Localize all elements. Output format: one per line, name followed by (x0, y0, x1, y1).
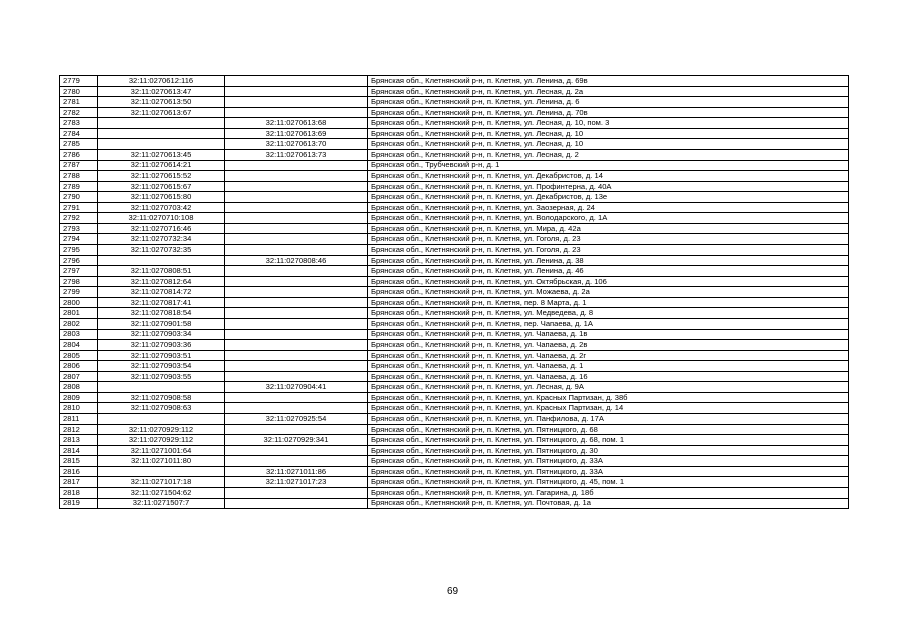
row-number-cell: 2788 (60, 171, 98, 182)
table-row (60, 382, 849, 393)
address-cell: Брянская обл., Клетнянский р-н, п. Клетня, ул. Пятницкого, д. 33А (368, 456, 849, 467)
cadastral-number-secondary-cell (225, 371, 368, 382)
address-cell: Брянская обл., Клетнянский р-н, п. Клетня, ул. Пятницкого, д. 68, пом. 1 (368, 435, 849, 446)
address-cell: Брянская обл., Клетнянский р-н, п. Клетня, ул. Гоголя, д. 23 (368, 245, 849, 256)
cadastral-number-secondary-cell (225, 202, 368, 213)
row-number-cell: 2810 (60, 403, 98, 414)
table-row (60, 107, 849, 118)
table-row (60, 361, 849, 372)
address-cell: Брянская обл., Клетнянский р-н, п. Клетня, ул. Лесная, д. 10 (368, 139, 849, 150)
row-number-cell: 2787 (60, 160, 98, 171)
table-row (60, 392, 849, 403)
table-row (60, 171, 849, 182)
cadastral-number-cell: 32:11:0270929:112 (98, 435, 225, 446)
row-number-cell: 2784 (60, 128, 98, 139)
cadastral-number-secondary-cell (225, 498, 368, 509)
cadastral-number-secondary-cell (225, 456, 368, 467)
row-number-cell: 2806 (60, 361, 98, 372)
cadastral-number-secondary-cell (225, 266, 368, 277)
address-cell: Брянская обл., Клетнянский р-н, п. Клетня, ул. Гагарина, д. 18б (368, 487, 849, 498)
address-cell: Брянская обл., Клетнянский р-н, п. Клетня, ул. Мира, д. 42а (368, 223, 849, 234)
cadastral-number-cell: 32:11:0270908:63 (98, 403, 225, 414)
row-number-cell: 2797 (60, 266, 98, 277)
cadastral-number-secondary-cell (225, 234, 368, 245)
table-row (60, 350, 849, 361)
cadastral-number-cell: 32:11:0270703:42 (98, 202, 225, 213)
address-cell: Брянская обл., Клетнянский р-н, п. Клетня, ул. Чапаева, д. 2г (368, 350, 849, 361)
row-number-cell: 2807 (60, 371, 98, 382)
registry-table-body (60, 76, 849, 509)
cadastral-number-cell: 32:11:0270817:41 (98, 297, 225, 308)
table-row (60, 86, 849, 97)
cadastral-number-secondary-cell (225, 350, 368, 361)
row-number-cell: 2809 (60, 392, 98, 403)
table-row (60, 192, 849, 203)
cadastral-number-secondary-cell: 32:11:0270904:41 (225, 382, 368, 393)
cadastral-number-cell: 32:11:0270615:80 (98, 192, 225, 203)
row-number-cell: 2786 (60, 149, 98, 160)
row-number-cell: 2819 (60, 498, 98, 509)
address-cell: Брянская обл., Клетнянский р-н, п. Клетня, ул. Гоголя, д. 23 (368, 234, 849, 245)
address-cell: Брянская обл., Клетнянский р-н, п. Клетня, ул. Володарского, д. 1А (368, 213, 849, 224)
address-cell: Брянская обл., Клетнянский р-н, п. Клетня, ул. Лесная, д. 10 (368, 128, 849, 139)
cadastral-number-cell (98, 382, 225, 393)
cadastral-number-secondary-cell (225, 181, 368, 192)
row-number-cell: 2801 (60, 308, 98, 319)
cadastral-number-cell: 32:11:0270903:54 (98, 361, 225, 372)
cadastral-number-cell: 32:11:0270732:35 (98, 245, 225, 256)
cadastral-number-secondary-cell (225, 160, 368, 171)
row-number-cell: 2811 (60, 414, 98, 425)
cadastral-number-secondary-cell: 32:11:0271011:86 (225, 466, 368, 477)
address-cell: Брянская обл., Клетнянский р-н, п. Клетня, ул. Ленина, д. 70в (368, 107, 849, 118)
row-number-cell: 2785 (60, 139, 98, 150)
address-cell: Брянская обл., Клетнянский р-н, п. Клетня, ул. Пятницкого, д. 33А (368, 466, 849, 477)
address-cell: Брянская обл., Клетнянский р-н, п. Клетня, ул. Профинтерна, д. 40А (368, 181, 849, 192)
row-number-cell: 2798 (60, 276, 98, 287)
cadastral-number-cell (98, 118, 225, 129)
registry-table (59, 75, 849, 509)
cadastral-number-cell: 32:11:0271017:18 (98, 477, 225, 488)
address-cell: Брянская обл., Клетнянский р-н, п. Клетня, ул. Ленина, д. 6 (368, 97, 849, 108)
cadastral-number-secondary-cell (225, 76, 368, 87)
row-number-cell: 2789 (60, 181, 98, 192)
cadastral-number-secondary-cell (225, 171, 368, 182)
cadastral-number-secondary-cell (225, 403, 368, 414)
table-row (60, 266, 849, 277)
address-cell: Брянская обл., Трубчевский р-н, д. 1 (368, 160, 849, 171)
cadastral-number-cell: 32:11:0271011:80 (98, 456, 225, 467)
row-number-cell: 2805 (60, 350, 98, 361)
row-number-cell: 2779 (60, 76, 98, 87)
address-cell: Брянская обл., Клетнянский р-н, п. Клетня, ул. Пятницкого, д. 45, пом. 1 (368, 477, 849, 488)
cadastral-number-cell: 32:11:0270613:50 (98, 97, 225, 108)
row-number-cell: 2812 (60, 424, 98, 435)
table-row (60, 456, 849, 467)
row-number-cell: 2782 (60, 107, 98, 118)
address-cell: Брянская обл., Клетнянский р-н, п. Клетня, ул. Красных Партизан, д. 14 (368, 403, 849, 414)
address-cell: Брянская обл., Клетнянский р-н, п. Клетня, ул. Пятницкого, д. 68 (368, 424, 849, 435)
table-row (60, 234, 849, 245)
table-row (60, 498, 849, 509)
address-cell: Брянская обл., Клетнянский р-н, п. Клетня, ул. Почтовая, д. 1а (368, 498, 849, 509)
table-row (60, 435, 849, 446)
address-cell: Брянская обл., Клетнянский р-н, п. Клетня, ул. Октябрьская, д. 106 (368, 276, 849, 287)
row-number-cell: 2799 (60, 287, 98, 298)
table-row (60, 318, 849, 329)
row-number-cell: 2795 (60, 245, 98, 256)
row-number-cell: 2815 (60, 456, 98, 467)
row-number-cell: 2783 (60, 118, 98, 129)
table-row (60, 477, 849, 488)
cadastral-number-cell: 32:11:0270613:67 (98, 107, 225, 118)
cadastral-number-secondary-cell (225, 308, 368, 319)
cadastral-number-cell: 32:11:0270613:47 (98, 86, 225, 97)
cadastral-number-cell: 32:11:0271507:7 (98, 498, 225, 509)
address-cell: Брянская обл., Клетнянский р-н, п. Клетня, ул. Декабристов, д. 13е (368, 192, 849, 203)
cadastral-number-secondary-cell (225, 392, 368, 403)
address-cell: Брянская обл., Клетнянский р-н, п. Клетня, ул. Лесная, д. 9А (368, 382, 849, 393)
cadastral-number-cell: 32:11:0270732:34 (98, 234, 225, 245)
row-number-cell: 2818 (60, 487, 98, 498)
address-cell: Брянская обл., Клетнянский р-н, п. Клетня, ул. Лесная, д. 2 (368, 149, 849, 160)
address-cell: Брянская обл., Клетнянский р-н, п. Клетня, ул. Чапаева, д. 1в (368, 329, 849, 340)
row-number-cell: 2814 (60, 445, 98, 456)
cadastral-number-secondary-cell: 32:11:0270613:73 (225, 149, 368, 160)
cadastral-number-secondary-cell (225, 487, 368, 498)
row-number-cell: 2780 (60, 86, 98, 97)
table-row (60, 118, 849, 129)
page-number: 69 (446, 586, 459, 597)
cadastral-number-cell: 32:11:0270613:45 (98, 149, 225, 160)
cadastral-number-secondary-cell: 32:11:0270613:69 (225, 128, 368, 139)
table-row (60, 181, 849, 192)
table-row (60, 487, 849, 498)
table-row (60, 466, 849, 477)
table-row (60, 414, 849, 425)
row-number-cell: 2808 (60, 382, 98, 393)
cadastral-number-secondary-cell (225, 445, 368, 456)
row-number-cell: 2791 (60, 202, 98, 213)
row-number-cell: 2781 (60, 97, 98, 108)
cadastral-number-secondary-cell (225, 361, 368, 372)
cadastral-number-secondary-cell: 32:11:0271017:23 (225, 477, 368, 488)
cadastral-number-cell: 32:11:0270812:64 (98, 276, 225, 287)
cadastral-number-secondary-cell (225, 213, 368, 224)
row-number-cell: 2790 (60, 192, 98, 203)
cadastral-number-cell: 32:11:0270903:55 (98, 371, 225, 382)
row-number-cell: 2803 (60, 329, 98, 340)
cadastral-number-secondary-cell: 32:11:0270929:341 (225, 435, 368, 446)
table-row (60, 424, 849, 435)
cadastral-number-cell: 32:11:0270716:46 (98, 223, 225, 234)
cadastral-number-cell: 32:11:0270908:58 (98, 392, 225, 403)
table-row (60, 276, 849, 287)
cadastral-number-secondary-cell (225, 223, 368, 234)
cadastral-number-cell: 32:11:0270929:112 (98, 424, 225, 435)
address-cell: Брянская обл., Клетнянский р-н, п. Клетня, ул. Можаева, д. 2а (368, 287, 849, 298)
cadastral-number-secondary-cell: 32:11:0270808:46 (225, 255, 368, 266)
cadastral-number-cell: 32:11:0270615:67 (98, 181, 225, 192)
table-row (60, 128, 849, 139)
address-cell: Брянская обл., Клетнянский р-н, п. Клетня, ул. Пятницкого, д. 30 (368, 445, 849, 456)
cadastral-number-cell: 32:11:0270612:116 (98, 76, 225, 87)
row-number-cell: 2804 (60, 340, 98, 351)
address-cell: Брянская обл., Клетнянский р-н, п. Клетня, ул. Лесная, д. 2а (368, 86, 849, 97)
cadastral-number-secondary-cell (225, 287, 368, 298)
cadastral-number-secondary-cell (225, 297, 368, 308)
row-number-cell: 2793 (60, 223, 98, 234)
row-number-cell: 2816 (60, 466, 98, 477)
cadastral-number-secondary-cell (225, 192, 368, 203)
cadastral-number-secondary-cell (225, 276, 368, 287)
table-row (60, 160, 849, 171)
cadastral-number-secondary-cell (225, 424, 368, 435)
cadastral-number-cell: 32:11:0270903:51 (98, 350, 225, 361)
cadastral-number-secondary-cell: 32:11:0270925:54 (225, 414, 368, 425)
cadastral-number-cell: 32:11:0270901:58 (98, 318, 225, 329)
row-number-cell: 2792 (60, 213, 98, 224)
table-row (60, 213, 849, 224)
cadastral-number-secondary-cell (225, 340, 368, 351)
table-row (60, 287, 849, 298)
table-row (60, 340, 849, 351)
address-cell: Брянская обл., Клетнянский р-н, п. Клетня, ул. Красных Партизан, д. 38б (368, 392, 849, 403)
cadastral-number-cell (98, 128, 225, 139)
address-cell: Брянская обл., Клетнянский р-н, п. Клетня, пер. Чапаева, д. 1А (368, 318, 849, 329)
table-row (60, 245, 849, 256)
address-cell: Брянская обл., Клетнянский р-н, п. Клетня, ул. Медведева, д. 8 (368, 308, 849, 319)
table-row (60, 202, 849, 213)
address-cell: Брянская обл., Клетнянский р-н, п. Клетня, ул. Ленина, д. 69в (368, 76, 849, 87)
cadastral-number-cell (98, 414, 225, 425)
cadastral-number-cell: 32:11:0270818:54 (98, 308, 225, 319)
table-row (60, 255, 849, 266)
address-cell: Брянская обл., Клетнянский р-н, п. Клетня, ул. Ленина, д. 46 (368, 266, 849, 277)
row-number-cell: 2802 (60, 318, 98, 329)
address-cell: Брянская обл., Клетнянский р-н, п. Клетня, ул. Ленина, д. 38 (368, 255, 849, 266)
table-row (60, 139, 849, 150)
cadastral-number-cell: 32:11:0271504:62 (98, 487, 225, 498)
cadastral-number-secondary-cell (225, 97, 368, 108)
cadastral-number-cell: 32:11:0270614:21 (98, 160, 225, 171)
cadastral-number-secondary-cell: 32:11:0270613:70 (225, 139, 368, 150)
cadastral-number-cell: 32:11:0270808:51 (98, 266, 225, 277)
cadastral-number-cell (98, 255, 225, 266)
address-cell: Брянская обл., Клетнянский р-н, п. Клетня, ул. Панфилова, д. 17А (368, 414, 849, 425)
table-row (60, 403, 849, 414)
address-cell: Брянская обл., Клетнянский р-н, п. Клетня, ул. Лесная, д. 10, пом. 3 (368, 118, 849, 129)
row-number-cell: 2800 (60, 297, 98, 308)
address-cell: Брянская обл., Клетнянский р-н, п. Клетня, ул. Декабристов, д. 14 (368, 171, 849, 182)
row-number-cell: 2817 (60, 477, 98, 488)
table-row (60, 76, 849, 87)
cadastral-number-cell: 32:11:0270710:108 (98, 213, 225, 224)
table-row (60, 308, 849, 319)
address-cell: Брянская обл., Клетнянский р-н, п. Клетня, ул. Чапаева, д. 2в (368, 340, 849, 351)
table-row (60, 371, 849, 382)
cadastral-number-cell: 32:11:0270903:36 (98, 340, 225, 351)
cadastral-number-secondary-cell (225, 318, 368, 329)
cadastral-number-secondary-cell (225, 245, 368, 256)
row-number-cell: 2796 (60, 255, 98, 266)
address-cell: Брянская обл., Клетнянский р-н, п. Клетня, ул. Заозерная, д. 24 (368, 202, 849, 213)
table-row (60, 445, 849, 456)
cadastral-number-cell: 32:11:0270615:52 (98, 171, 225, 182)
cadastral-number-secondary-cell: 32:11:0270613:68 (225, 118, 368, 129)
cadastral-number-cell: 32:11:0271001:64 (98, 445, 225, 456)
cadastral-number-cell (98, 466, 225, 477)
table-row (60, 329, 849, 340)
table-row (60, 297, 849, 308)
table-row (60, 97, 849, 108)
cadastral-number-secondary-cell (225, 329, 368, 340)
address-cell: Брянская обл., Клетнянский р-н, п. Клетня, пер. 8 Марта, д. 1 (368, 297, 849, 308)
cadastral-number-cell: 32:11:0270903:34 (98, 329, 225, 340)
address-cell: Брянская обл., Клетнянский р-н, п. Клетня, ул. Чапаева, д. 16 (368, 371, 849, 382)
cadastral-number-cell (98, 139, 225, 150)
address-cell: Брянская обл., Клетнянский р-н, п. Клетня, ул. Чапаева, д. 1 (368, 361, 849, 372)
row-number-cell: 2813 (60, 435, 98, 446)
row-number-cell: 2794 (60, 234, 98, 245)
cadastral-number-cell: 32:11:0270814:72 (98, 287, 225, 298)
table-row (60, 223, 849, 234)
cadastral-number-secondary-cell (225, 107, 368, 118)
table-row (60, 149, 849, 160)
cadastral-number-secondary-cell (225, 86, 368, 97)
